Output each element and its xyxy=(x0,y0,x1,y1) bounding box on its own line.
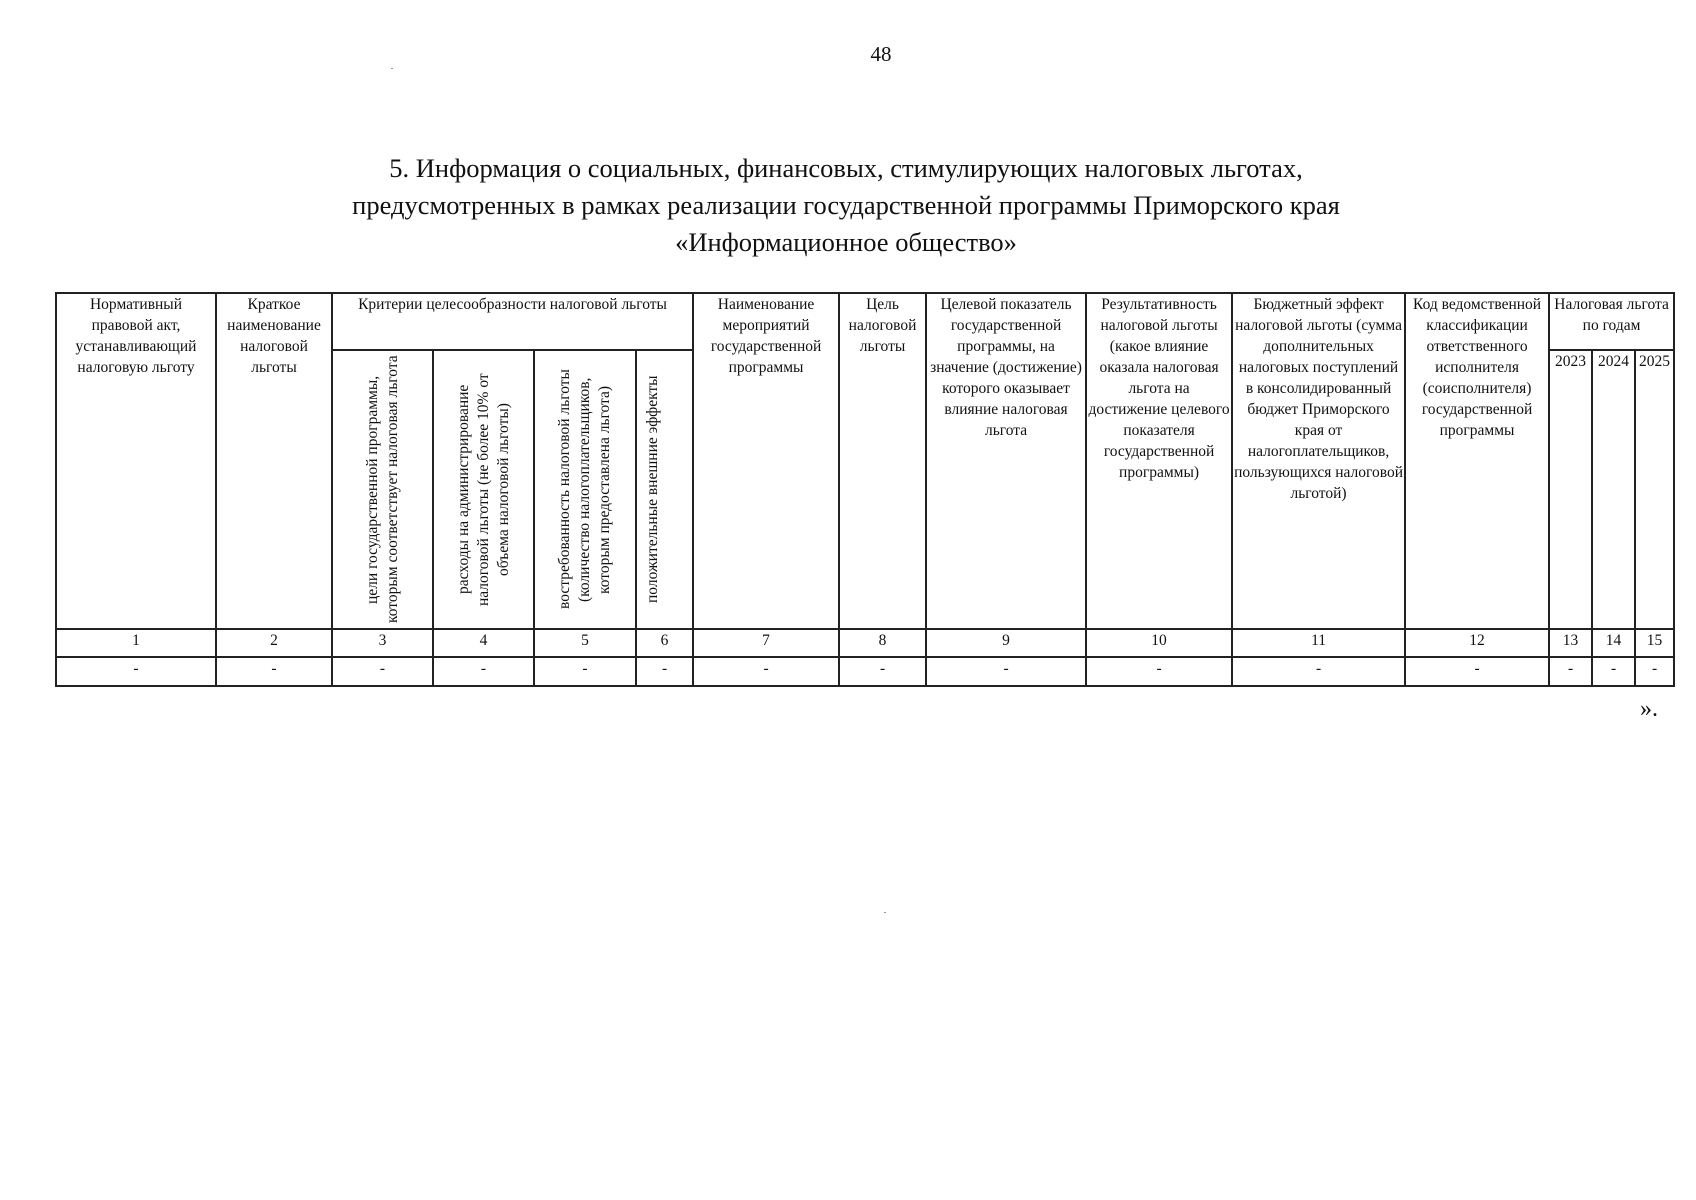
table-cell: - xyxy=(56,657,216,686)
header-benefit-goal: Цель налоговой льготы xyxy=(839,293,926,629)
column-number: 13 xyxy=(1549,629,1592,657)
column-numbers-row xyxy=(56,629,1674,657)
column-number: 5 xyxy=(534,629,636,657)
table-cell: - xyxy=(926,657,1086,686)
closing-quote: ». xyxy=(1640,696,1658,722)
title-line-1: 5. Информация о социальных, финансовых, стимулирующих налоговых льготах, xyxy=(389,153,1303,183)
table-cell: - xyxy=(1232,657,1405,686)
column-number: 2 xyxy=(216,629,332,657)
table-cell: - xyxy=(1635,657,1674,686)
header-criteria-demand xyxy=(534,350,636,629)
column-number: 3 xyxy=(332,629,433,657)
header-legal-act: Нормативный правовой акт, устанавливающий налоговую льготу xyxy=(56,293,216,629)
header-year-2024: 2024 xyxy=(1592,350,1635,629)
header-year-2023: 2023 xyxy=(1549,350,1592,629)
tax-benefits-table xyxy=(55,292,1675,687)
table-cell: - xyxy=(1405,657,1549,686)
column-number: 1 xyxy=(56,629,216,657)
column-number: 14 xyxy=(1592,629,1635,657)
column-number: 15 xyxy=(1635,629,1674,657)
scan-speck xyxy=(391,68,393,69)
header-program-activities: Наименование мероприятий государственной программы xyxy=(693,293,839,629)
table-cell: - xyxy=(1592,657,1635,686)
document-title xyxy=(0,150,1692,261)
table-cell: - xyxy=(693,657,839,686)
header-effectiveness: Результативность налоговой льготы (какое влияние оказала налоговая льгота на достижение целевого показателя государственной программы) xyxy=(1086,293,1232,629)
table-cell: - xyxy=(216,657,332,686)
header-row-top xyxy=(56,293,1674,350)
header-budget-effect: Бюджетный эффект налоговой льготы (сумма дополнительных налоговых поступлений в консолидированный бюджет Приморского края от налогоплательщиков, пользующихся налоговой льготой) xyxy=(1232,293,1405,629)
table-row xyxy=(56,657,1674,686)
header-year-2025: 2025 xyxy=(1635,350,1674,629)
table-cell: - xyxy=(1549,657,1592,686)
column-number: 8 xyxy=(839,629,926,657)
header-criteria-demand-text: востребованность налоговой льготы (количество налогоплательщиков, которым предоставлена льгота) xyxy=(556,369,613,610)
column-number: 12 xyxy=(1405,629,1549,657)
table-cell: - xyxy=(433,657,534,686)
table-cell: - xyxy=(636,657,693,686)
title-line-3: «Информационное общество» xyxy=(675,227,1017,257)
header-criteria-admin-costs xyxy=(433,350,534,629)
scan-speck xyxy=(884,912,886,913)
table-cell: - xyxy=(839,657,926,686)
header-criteria-external-effects-text: положительные внешние эффекты xyxy=(643,375,661,604)
column-number: 7 xyxy=(693,629,839,657)
header-criteria-admin-costs-text: расходы на администрирование налоговой льготы (не более 10% от объема налоговой льготы) xyxy=(454,373,512,606)
column-number: 11 xyxy=(1232,629,1405,657)
header-criteria-external-effects xyxy=(636,350,693,629)
header-criteria-goals-text: цели государственной программы, которым соответствует налоговая льгота xyxy=(363,355,401,624)
header-department-code: Код ведомственной классификации ответственного исполнителя (соисполнителя) государственной программы xyxy=(1405,293,1549,629)
header-criteria-group: Критерии целесообразности налоговой льготы xyxy=(332,293,693,350)
column-number: 10 xyxy=(1086,629,1232,657)
column-number: 9 xyxy=(926,629,1086,657)
header-years-group: Налоговая льгота по годам xyxy=(1549,293,1674,350)
table-cell: - xyxy=(534,657,636,686)
column-number: 4 xyxy=(433,629,534,657)
header-target-indicator: Целевой показатель государственной программы, на значение (достижение) которого оказывает влияние налоговая льгота xyxy=(926,293,1086,629)
column-number: 6 xyxy=(636,629,693,657)
header-criteria-goals xyxy=(332,350,433,629)
table-cell: - xyxy=(332,657,433,686)
page-number: 48 xyxy=(870,42,892,66)
table-cell: - xyxy=(1086,657,1232,686)
header-short-name: Краткое наименование налоговой льготы xyxy=(216,293,332,629)
title-line-2: предусмотренных в рамках реализации государственной программы Приморского края xyxy=(352,190,1340,220)
